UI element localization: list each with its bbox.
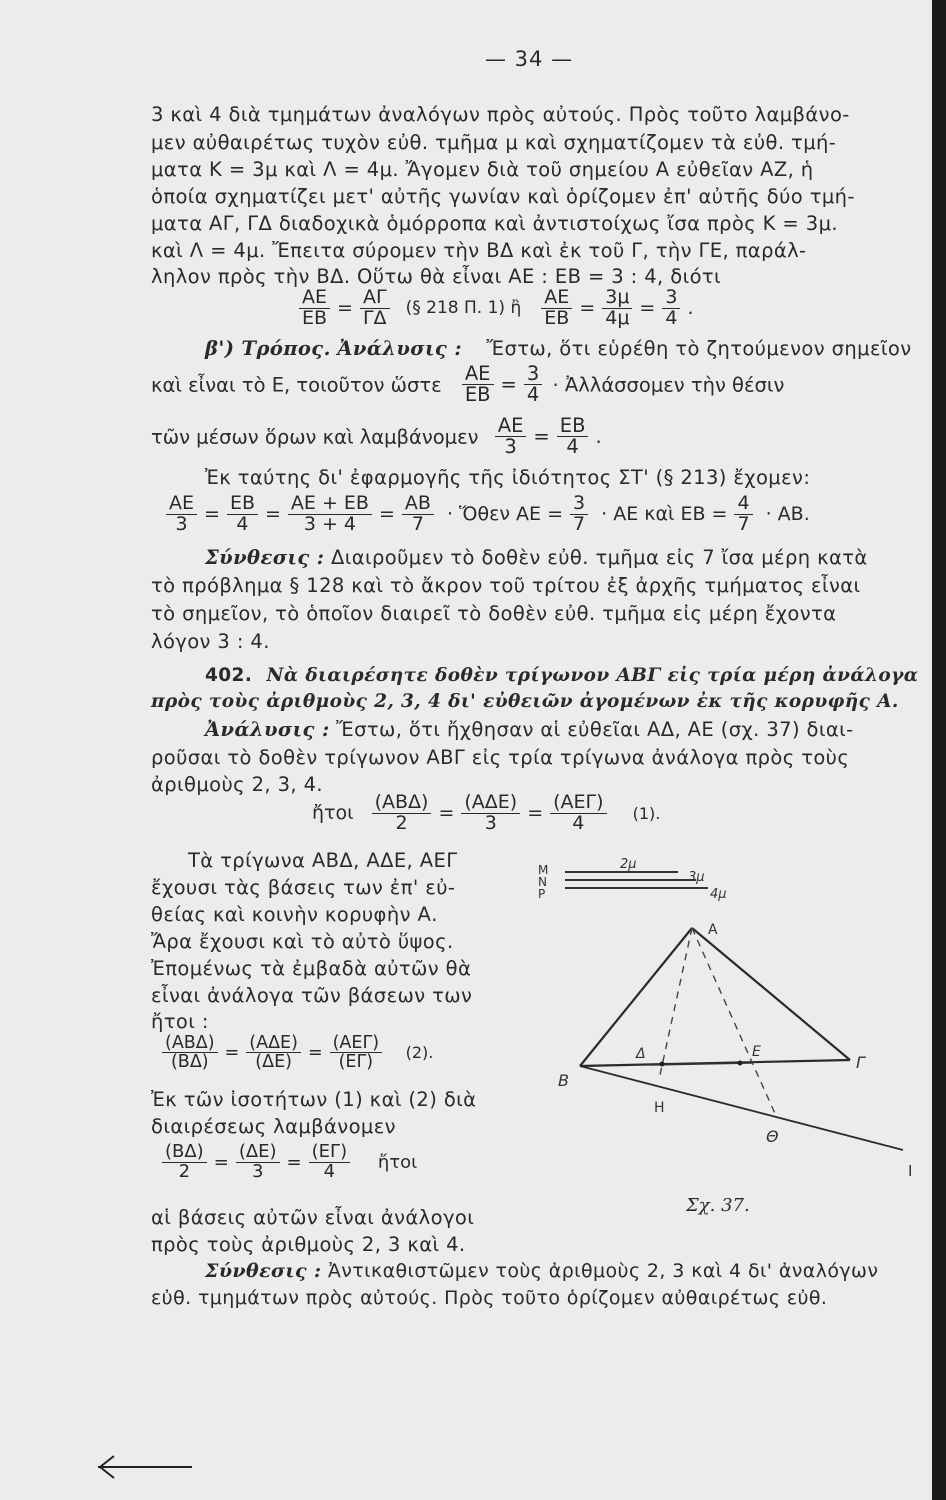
page-number: — 34 — — [485, 47, 574, 71]
text-line: εἶναι ἀνάλογα τῶν βάσεων των — [151, 984, 473, 1007]
synthesis-line: Σύνθεσις : Διαιροῦμεν τὸ δοθὲν εὐθ. τμῆμα εἰς 7 ἴσα μέρη κατὰ — [205, 546, 868, 569]
text-line: ροῦσαι τὸ δοθὲν τρίγωνον ΑΒΓ εἰς τρία τρίγωνα ἀνάλογα πρὸς τοὺς — [151, 746, 850, 769]
analysis-line: Ἀνάλυσις : Ἔστω, ὅτι ἤχθησαν αἱ εὐθεῖαι ΑΔ, ΑΕ (σχ. 37) διαι- — [205, 718, 854, 741]
problem-number: 402. — [205, 665, 253, 686]
equation-3: $\frac{(B\Delta)}{2}$ = $\frac{(\Delta E)}{3}$ = $\frac{(E\Gamma)}{4}$ ἤτοι — [158, 1143, 417, 1182]
segment-mark-2m: 2μ — [620, 857, 637, 872]
label-th: Θ — [766, 1127, 779, 1146]
text-line: ὁποία σχηματίζει μετ' αὐτῆς γωνίαν καὶ ὁρίζομεν ἐπ' αὐτῆς δύο τμή- — [151, 185, 855, 208]
method-label: β') Τρόπος. — [205, 337, 331, 360]
text-line: ληλον πρὸς τὴν ΒΔ. Οὕτω θὰ εἶναι ΑΕ : ΕΒ = 3 : 4, διότι — [151, 265, 722, 288]
text-line: ματα ΑΓ, ΓΔ διαδοχικὰ ὁμόρροπα καὶ ἀντιστοίχως ἴσα πρὸς Κ = 3μ. — [151, 212, 838, 235]
equation-line-5: $\frac{AE}{3}$ = $\frac{EB}{4}$ = $\frac{AE + EB}{3 + 4}$ = $\frac{AB}{7}$ · Ὅθεν ΑΕ = $\frac{3}{7}$ · ΑΕ καὶ ΕΒ = $\frac{4}{7}$ · ΑΒ. — [162, 494, 813, 535]
segment-label-n: Ν — [538, 875, 547, 889]
text-line: πρὸς τοὺς ἀριθμοὺς 2, 3 καὶ 4. — [151, 1233, 466, 1256]
triangle-abg — [580, 928, 850, 1066]
text-line: ἤτοι : — [151, 1010, 209, 1033]
equation-proportion-1: $\frac{AE}{EB}$ = $\frac{A\Gamma}{\Gamma\Delta}$ (§ 218 Π. 1) ἢ $\frac{AE}{EB}$ = $\frac{3\mu}{4\mu}$ = $\frac{3}{4}$ . — [295, 288, 696, 329]
equation-line-2: καὶ εἶναι τὸ Ε, τοιοῦτον ὥστε $\frac{AE}{EB}$ = $\frac{3}{4}$ · Ἀλλάσσομεν τὴν θέσιν — [151, 362, 785, 407]
label-i: Ι — [908, 1162, 913, 1180]
segment-mark-4m: 4μ — [710, 887, 727, 902]
label-g: Γ — [856, 1053, 865, 1072]
method-heading-line — [205, 337, 912, 360]
text-line: τὸ πρόβλημα § 128 καὶ τὸ ἄκρον τοῦ τρίτου ἐξ ἀρχῆς τμήματος εἶναι — [151, 574, 861, 597]
text-line: διαιρέσεως λαμβάνομεν — [151, 1115, 396, 1138]
label-h: Η — [654, 1100, 665, 1116]
method-text: Ἔστω, ὅτι εὑρέθη τὸ ζητούμενον σημεῖον — [486, 337, 912, 360]
equation-line-3: τῶν μέσων ὅρων καὶ λαμβάνομεν $\frac{AE}{3}$ = $\frac{EB}{4}$ . — [151, 414, 602, 459]
figure-37 — [530, 850, 930, 1220]
synthesis-label: Σύνθεσις : — [205, 1260, 322, 1282]
text-line: εὐθ. τμημάτων πρὸς αὐτούς. Πρὸς τοῦτο ὁρίζομεν αὐθαιρέτως εὐθ. — [151, 1287, 828, 1309]
text-line: ἔχουσι τὰς βάσεις των ἐπ' εὐ- — [151, 876, 456, 899]
figure-caption: Σχ. 37. — [686, 1195, 750, 1216]
cevian-lines — [660, 928, 777, 1118]
text-line: μεν αὐθαιρέτως τυχὸν εὐθ. τμῆμα μ καὶ σχηματίζομεν τὰ εὐθ. τμή- — [151, 131, 837, 154]
text-line: ματα Κ = 3μ καὶ Λ = 4μ. Ἄγομεν διὰ τοῦ σημείου Α εὐθεῖαν ΑΖ, ἡ — [151, 158, 814, 181]
text-line: λόγον 3 : 4. — [151, 630, 270, 653]
text-line: Ἐκ τῶν ἰσοτήτων (1) καὶ (2) διὰ — [151, 1088, 477, 1111]
text-line: θείας καὶ κοινὴν κορυφὴν Α. — [151, 903, 438, 926]
label-e: Ε — [752, 1044, 761, 1060]
segment-label-r: Ρ — [538, 887, 546, 901]
synthesis-label: Σύνθεσις : — [205, 546, 325, 569]
line-b-to-i — [580, 1066, 903, 1150]
problem-title-cont: πρὸς τοὺς ἀριθμοὺς 2, 3, 4 δι' εὐθειῶν ἀγομένων ἐκ τῆς κορυφῆς Α. — [151, 691, 899, 712]
label-d: Δ — [636, 1046, 646, 1062]
point-d — [660, 1062, 665, 1067]
label-b: Β — [558, 1071, 569, 1090]
text-line: Ἐπομένως τὰ ἐμβαδὰ αὐτῶν θὰ — [151, 957, 472, 980]
synthesis-line: Σύνθεσις : Ἀντικαθιστῶμεν τοὺς ἀριθμοὺς 2, 3 καὶ 4 δι' ἀναλόγων — [205, 1260, 879, 1282]
text-line: Τὰ τρίγωνα ΑΒΔ, ΑΔΕ, ΑΕΓ — [188, 849, 458, 872]
analysis-label: Ἀνάλυσις : — [205, 718, 330, 741]
text-line: καὶ Λ = 4μ. Ἔπειτα σύρομεν τὴν ΒΔ καὶ ἐκ τοῦ Γ, τὴν ΓΕ, παράλ- — [151, 239, 807, 262]
page-edge — [932, 0, 946, 1500]
problem-title: 402. Νὰ διαιρέσητε δοθὲν τρίγωνον ΑΒΓ εἰς τρία μέρη ἀνάλογα — [205, 665, 919, 686]
text-line: τὸ σημεῖον, τὸ ὁποῖον διαιρεῖ τὸ δοθὲν εὐθ. τμῆμα εἰς μέρη ἔχοντα — [151, 602, 837, 625]
analysis-label: Ἀνάλυσις : — [337, 337, 462, 360]
text-line: 3 καὶ 4 διὰ τμημάτων ἀναλόγων πρὸς αὐτούς. Πρὸς τοῦτο λαμβάνο- — [151, 103, 850, 126]
segment-mark-3m: 3μ — [688, 870, 705, 885]
text-line: Ἄρα ἔχουσι καὶ τὸ αὐτὸ ὕψος. — [151, 930, 454, 953]
equation-1: ἤτοι $\frac{\text{(ΑΒΔ)}}{2}$ = $\frac{\text{(ΑΔΕ)}}{3}$ = $\frac{\text{(ΑΕΓ)}}{4}$ (1). — [312, 791, 661, 834]
point-e — [738, 1061, 743, 1066]
text-line: Ἐκ ταύτης δι' ἐφαρμογῆς τῆς ἰδιότητος ΣΤ' (§ 213) ἔχομεν: — [205, 466, 811, 489]
text-line: ἀριθμοὺς 2, 3, 4. — [151, 773, 324, 796]
segment-label-m: Μ — [538, 863, 549, 877]
label-a: Α — [708, 922, 718, 938]
back-arrow-icon — [86, 1452, 196, 1482]
equation-2: $\frac{\text{(ΑΒΔ)}}{(B\Delta)}$ = $\frac{\text{(ΑΔΕ)}}{(\Delta E)}$ = $\frac{\text{(ΑΕΓ)}}{(E\Gamma)}$ (2). — [158, 1034, 433, 1072]
text-line: αἱ βάσεις αὐτῶν εἶναι ἀνάλογοι — [151, 1206, 475, 1229]
